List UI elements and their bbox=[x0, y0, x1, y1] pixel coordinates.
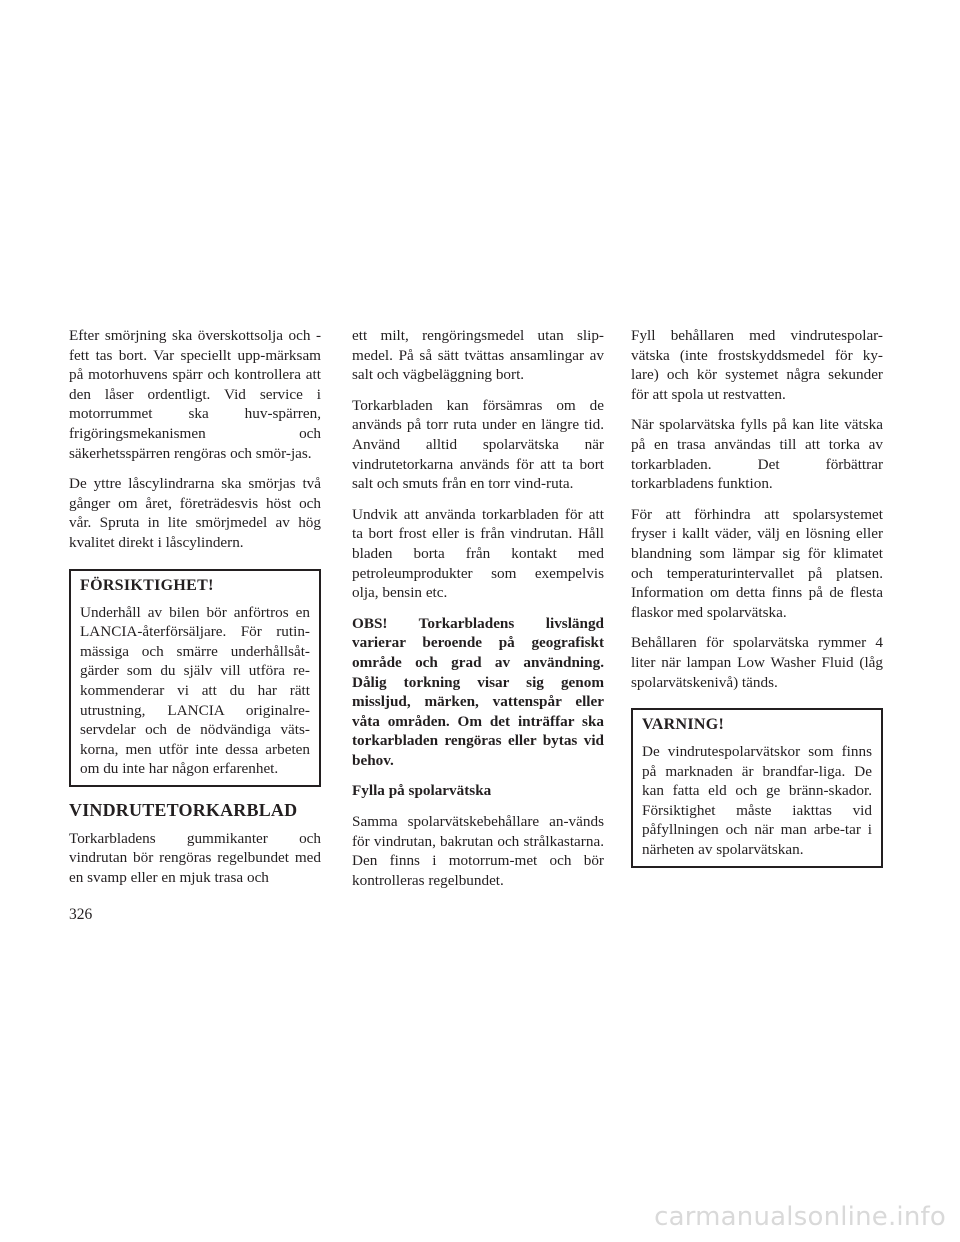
caution-title: FÖRSIKTIGHET! bbox=[80, 576, 214, 594]
caution-box bbox=[69, 569, 321, 787]
paragraph: För att förhindra att spolarsystemet fryser i kallt väder, välj en lösning eller blandning som lämpar sig för klimatet och temperaturintervallet på platsen. Information om detta finns på de flesta flaskor med spolarvätska. bbox=[631, 505, 883, 621]
column-right bbox=[631, 326, 883, 880]
watermark: carmanualsonline.info bbox=[654, 1202, 946, 1232]
paragraph: När spolarvätska fylls på kan lite vätska på en trasa användas till att torka av torkarbladen. Det förbättrar torkarbladens funktion. bbox=[631, 416, 883, 493]
paragraph: Fyll behållaren med vindrutespolar-vätska (inte frostskyddsmedel för ky-lare) och kör systemet några sekunder för att spola ut restvatten. bbox=[631, 327, 883, 403]
paragraph: Undvik att använda torkarbladen för att ta bort frost eller is från vindrutan. Håll bladen borta från kontakt med petroleumprodukter som exempelvis olja, bensin etc. bbox=[352, 505, 604, 602]
paragraph: Torkarbladens gummikanter och vindrutan bör rengöras regelbundet med en svamp eller en mjuk trasa och bbox=[69, 829, 321, 887]
paragraph: Torkarbladen kan försämras om de används på torr ruta under en längre tid. Använd alltid spolarvätska när vindrutetorkarna används för att ta bort salt och smuts från en torr vind-ruta. bbox=[352, 396, 604, 493]
note-paragraph: OBS! Torkarbladens livslängd varierar beroende på geografiskt område och grad av användning. Dålig torkning visar sig genom missljud, märken, vattenspår eller våta områden. Om det inträffar ska torkarbladen rengöras eller bytas vid behov. bbox=[352, 614, 604, 769]
paragraph: Efter smörjning ska överskottsolja och -fett tas bort. Var speciellt upp-märksam på motorhuvens spärr och kontrollera att den låser ordentligt. Vid service i motorrummet ska huv-spärren, frigöringsmekanismen och säkerhetsspärren rengöras och smör-jas. bbox=[69, 327, 321, 462]
column-middle bbox=[352, 326, 604, 901]
warning-box bbox=[631, 708, 883, 868]
page-number: 326 bbox=[69, 906, 93, 923]
warning-text: De vindrutespolarvätskor som finns på marknaden är brandfar-liga. De kan fatta eld och ge bränn-skador. Försiktighet måste iakttas vid påfyllningen och när man arbe-tar i närheten av spolarvätskan. bbox=[642, 743, 872, 859]
paragraph: ett milt, rengöringsmedel utan slip-medel. På så sätt tvättas ansamlingar av salt och vägbeläggning bort. bbox=[352, 327, 604, 384]
column-left bbox=[69, 326, 321, 899]
subheading: Fylla på spolarvätska bbox=[352, 782, 492, 800]
caution-text: Underhåll av bilen bör anförtros en LANCIA-återförsäljare. För rutin-mässiga och smärre underhållsåt-gärder som du själv vill utföra re-kommenderar vi att du har rätt utrustning, LANCIA originalre-servdelar och de nödvändiga väts-korna, men utför inte dessa arbeten om du inte har någon erfarenhet. bbox=[80, 603, 310, 778]
section-heading: VINDRUTETORKARBLAD bbox=[69, 799, 298, 820]
paragraph: Samma spolarvätskebehållare an-vänds för vindrutan, bakrutan och strålkastarna. Den finns i motorrum-met och bör kontrolleras regelbundet. bbox=[352, 813, 604, 889]
warning-title: VARNING! bbox=[642, 716, 725, 734]
paragraph: De yttre låscylindrarna ska smörjas två gånger om året, företrädesvis höst och vår. Spruta in lite smörjmedel av hög kvalitet direkt i låscylindern. bbox=[69, 475, 321, 551]
paragraph: Behållaren för spolarvätska rymmer 4 liter när lampan Low Washer Fluid (låg spolarvätskenivå) tänds. bbox=[631, 634, 883, 691]
